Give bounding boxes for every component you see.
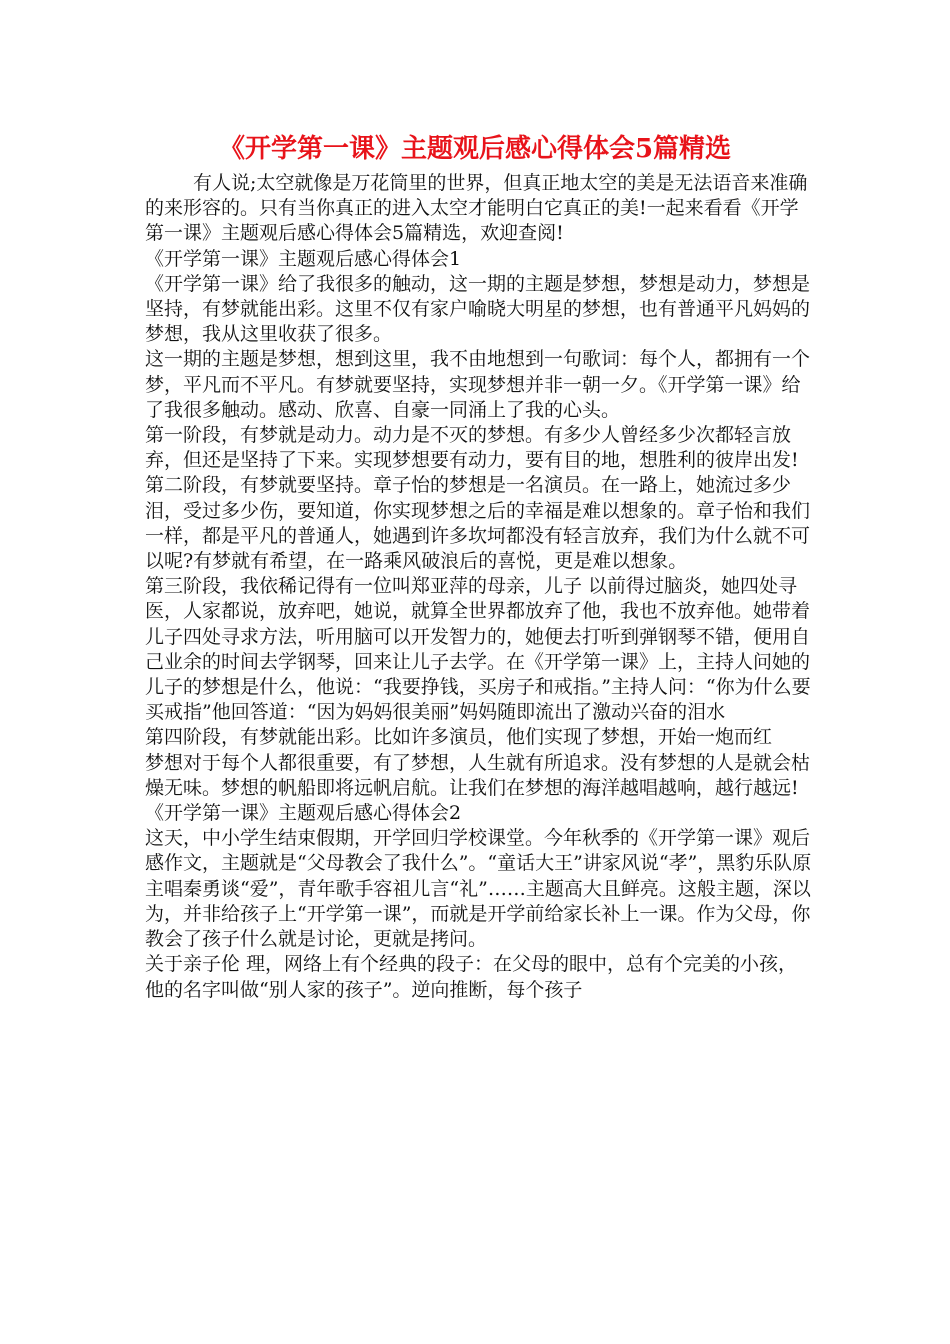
- body-paragraph: 关于亲子伦 理，网络上有个经典的段子：在父母的眼中，总有个完美的小孩，他的名字叫做“别人家的孩子”。逆向推断，每个孩子: [145, 953, 798, 1001]
- document-title: 《开学第一课》主题观后感心得体会5篇精选: [218, 134, 732, 164]
- body-paragraph: 梦想对于每个人都很重要，有了梦想，人生就有所追求。没有梦想的人是就会枯燥无味。梦想的帆船即将远帆启航。让我们在梦想的海洋越唱越响，越行越远!: [145, 751, 811, 799]
- body-paragraph: 这一期的主题是梦想，想到这里，我不由地想到一句歌词：每个人，都拥有一个梦，平凡而不平凡。有梦就要坚持，实现梦想并非一朝一夕。《开学第一课》给了我很多触动。感动、欣喜、自豪一同涌上了我的心头。: [145, 348, 811, 421]
- document-body: [145, 171, 813, 1003]
- section-heading-1: 《开学第一课》主题观后感心得体会1: [145, 247, 462, 270]
- body-paragraph: 第一阶段，有梦就是动力。动力是不灭的梦想。有多少人曾经多少次都轻言放弃，但还是坚持了下来。实现梦想要有动力，要有目的地，想胜利的彼岸出发!: [145, 424, 799, 472]
- section-heading-2: 《开学第一课》主题观后感心得体会2: [145, 802, 462, 825]
- body-paragraph: 这天，中小学生结束假期，开学回归学校课堂。今年秋季的《开学第一课》观后感作文，主题就是“父母教会了我什么”。“童话大王”讲家风说“孝”，黑豹乐队原主唱秦勇谈“爱”，青年歌手容祖儿言“礼”……主题高大且鲜亮。这般主题，深以为，并非给孩子上“开学第一课”，而就是开学前给家长补上一课。作为父母，你教会了孩子什么就是讨论，更就是拷问。: [145, 827, 812, 951]
- body-paragraph: 第二阶段，有梦就要坚持。章子怡的梦想是一名演员。在一路上，她流过多少泪，受过多少伤，要知道，你实现梦想之后的幸福是难以想象的。章子怡和我们一样，都是平凡的普通人，她遇到许多坎坷都没有轻言放弃，我们为什么就不可以呢?有梦就有希望，在一路乘风破浪后的喜悦，更是难以想象。: [145, 474, 811, 573]
- body-paragraph: 第三阶段，我依稀记得有一位叫郑亚萍的母亲，儿子 以前得过脑炎，她四处寻医，人家都说，放弃吧，她说，就算全世界都放弃了他，我也不放弃他。她带着儿子四处寻求方法，听用脑可以开发智力的，她便去打听到弹钢琴不错，便用自己业余的时间去学钢琴，回来让儿子去学。在《开学第一课》上，主持人问她的儿子的梦想是什么，他说：“我要挣钱，买房子和戒指。”主持人问：“你为什么要买戒指”他回答道：“因为妈妈很美丽”妈妈随即流出了激动兴奋的泪水: [145, 575, 811, 724]
- intro-paragraph: 有人说;太空就像是万花筒里的世界，但真正地太空的美是无法语音来准确的来形容的。只有当你真正的进入太空才能明白它真正的美!一起来看看《开学第一课》主题观后感心得体会5篇精选，欢迎查阅!: [145, 172, 808, 245]
- body-paragraph: 第四阶段，有梦就能出彩。比如许多演员，他们实现了梦想，开始一炮而红: [145, 726, 773, 749]
- body-paragraph: 《开学第一课》给了我很多的触动，这一期的主题是梦想，梦想是动力，梦想是坚持，有梦就能出彩。这里不仅有家户喻晓大明星的梦想，也有普通平凡妈妈的梦想，我从这里收获了很多。: [145, 272, 811, 346]
